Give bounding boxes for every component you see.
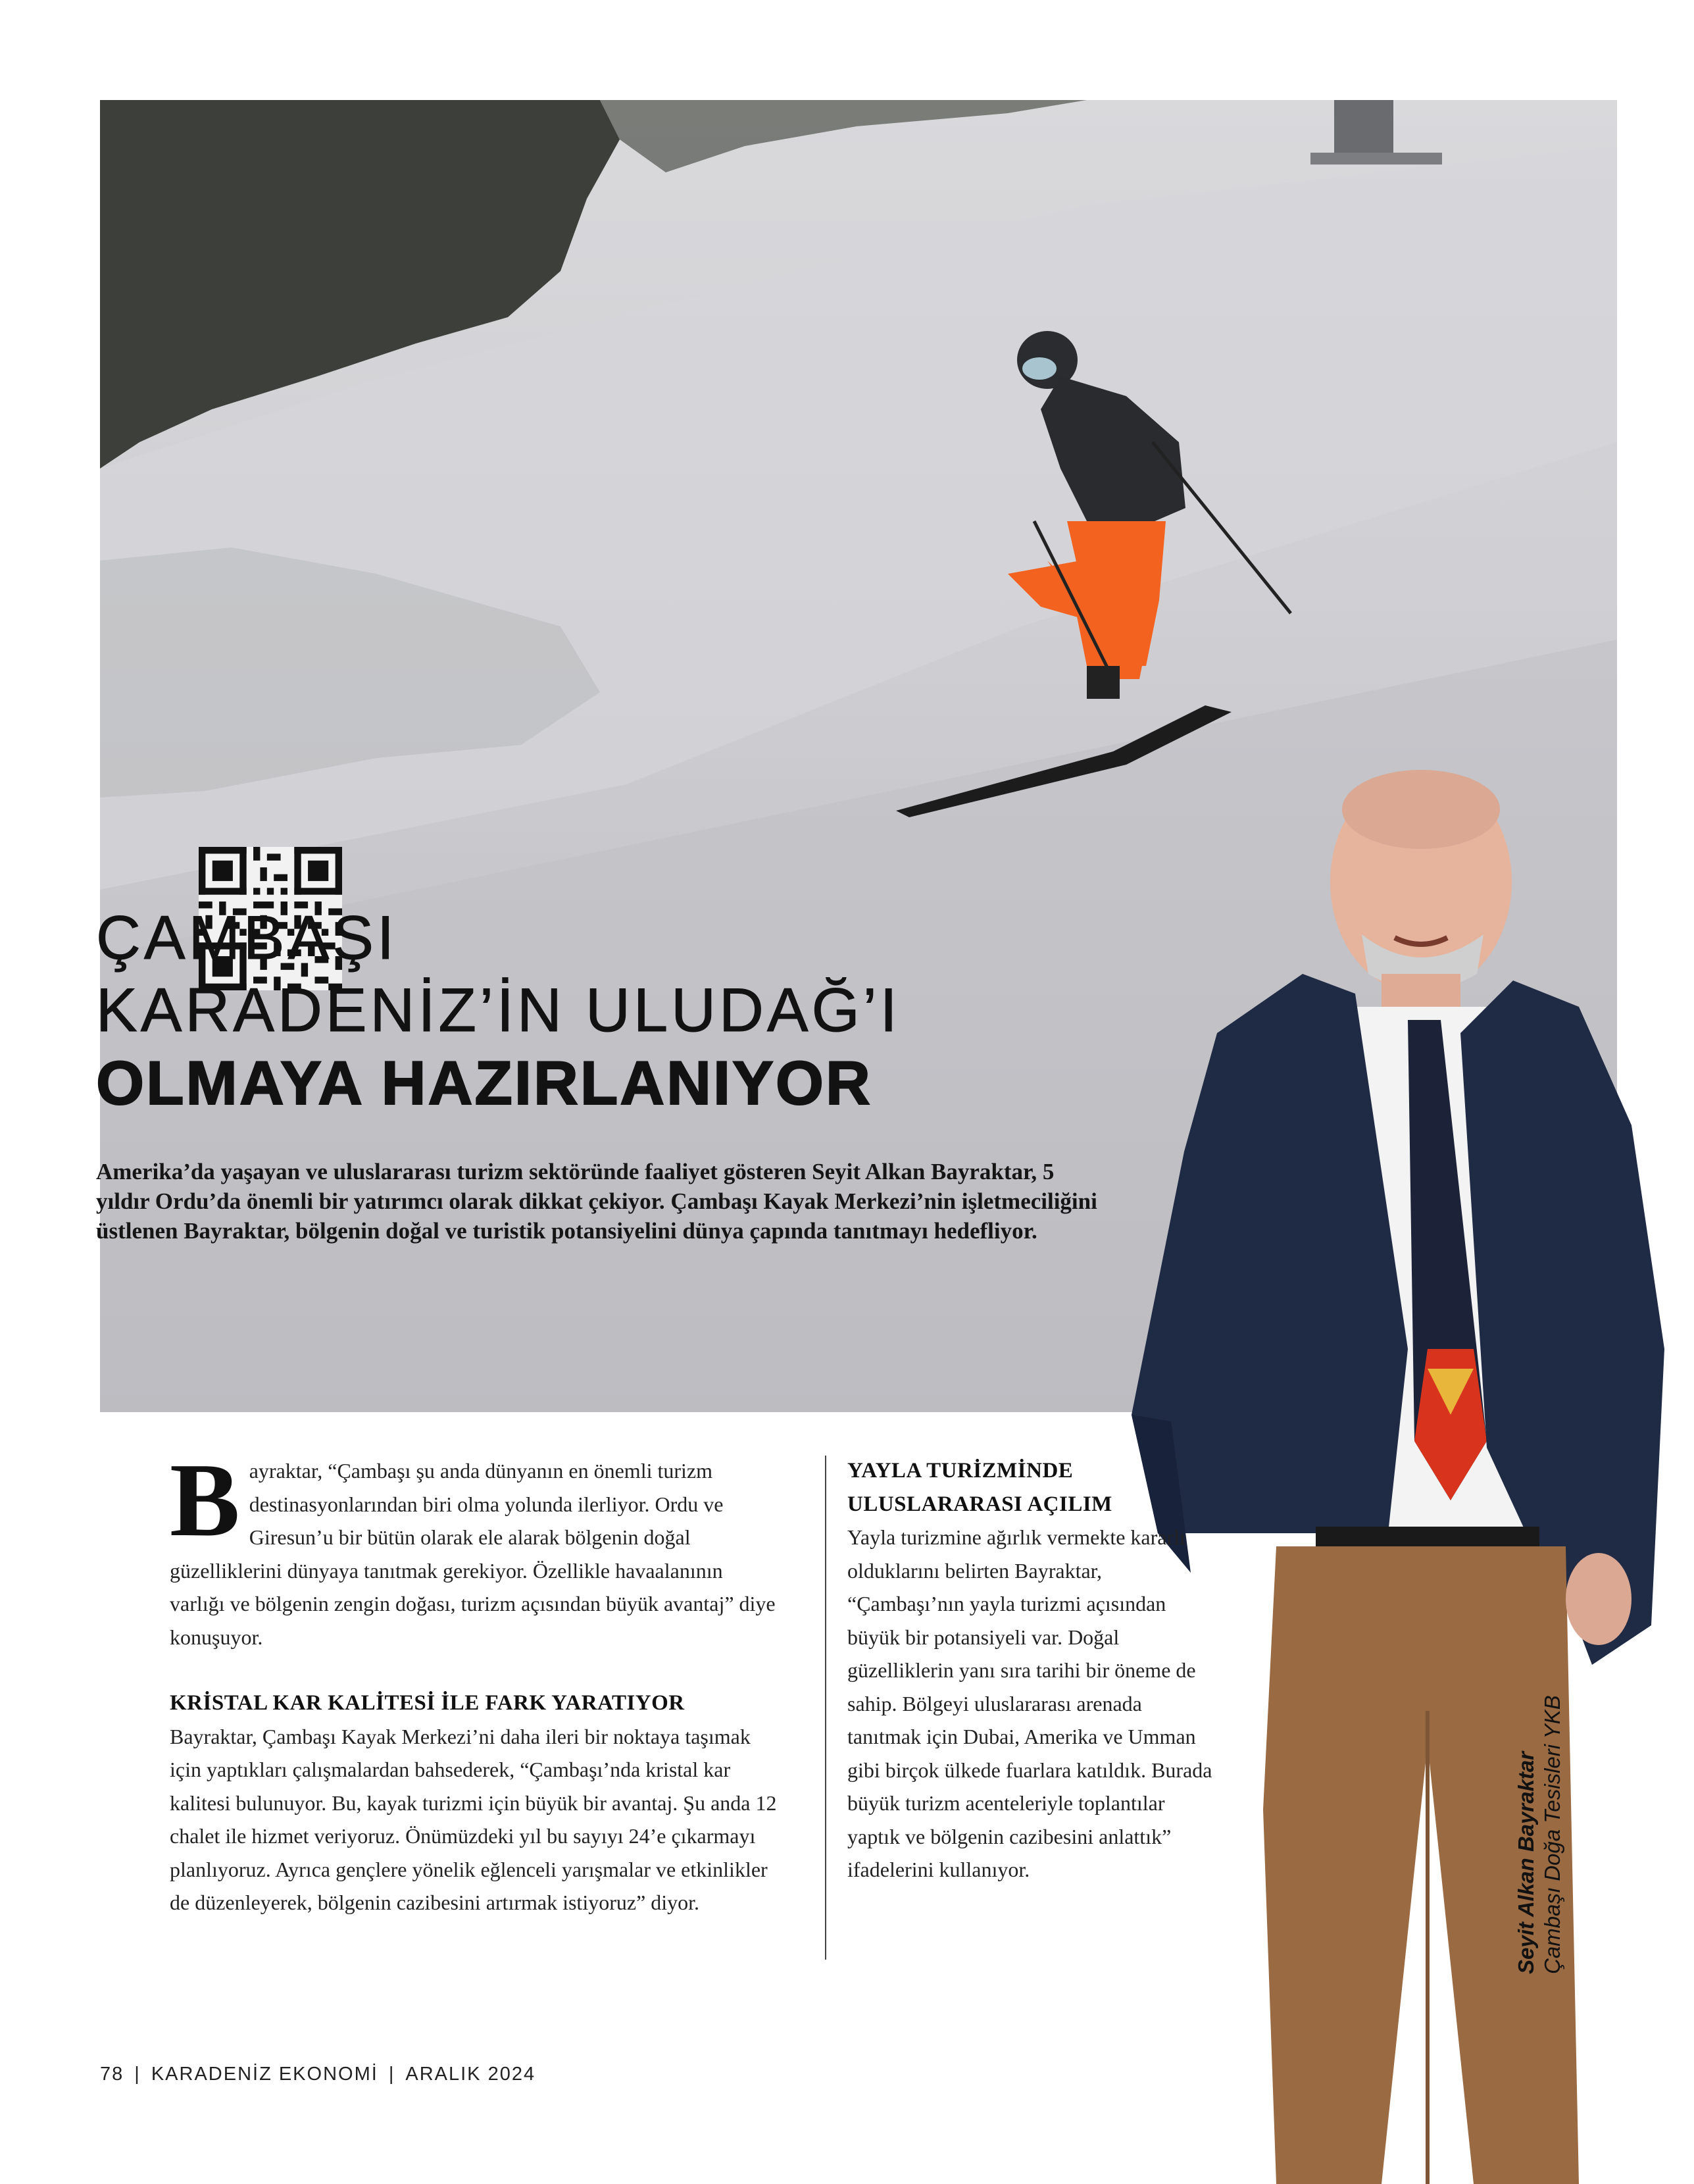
article-column-1 [170, 1441, 778, 1919]
headline-line-1: ÇAMBAŞI [96, 903, 398, 972]
headline-line-3: OLMAYA HAZIRLANIYOR [96, 1048, 872, 1117]
paragraph-2: Bayraktar, Çambaşı Kayak Merkezi’ni daha ileri bir noktaya taşımak için yaptıkları çalışmalardan bahsederek, “Çambaşı’nda kristal kar kalitesi bulunuyor. Bu, kayak turizmi için büyük bir avantaj. Şu anda 12 chalet ile hizmet veriyoruz. Önümüzdeki yıl bu sayıyı 24’e çıkarmayı planlıyoruz. Ayrıca gençlere yönelik eğlenceli yarışmalar ve etkinlikler de düzenleyerek, bölgenin cazibesini artırmak istiyoruz” diyor. [170, 1724, 777, 1914]
caption-name: Seyit Alkan Bayraktar [1514, 1751, 1538, 1974]
subhead-crystal-snow: KRİSTAL KAR KALİTESİ İLE FARK YARATIYOR [170, 1691, 685, 1715]
page-number: 78 [100, 2064, 124, 2085]
lead-paragraph: Amerika’da yaşayan ve uluslararası turizm sektöründe faaliyet gösteren Seyit Alkan Bayraktar, 5 yıldır Ordu’da önemli bir yatırımcı olarak dikkat çekiyor. Çambaşı Kayak Merkezi’nin işletmeciliğini üstlenen Bayraktar, bölgenin doğal ve turistik potansiyelini dünya çapında tanıtmayı hedefliyor. [96, 1159, 1097, 1244]
caption-title: Çambaşı Doğa Tesisleri YKB [1540, 1695, 1564, 1974]
column-divider [825, 1456, 826, 1960]
page-footer [100, 2064, 536, 2085]
photo-caption [1513, 1695, 1566, 1974]
footer-separator: | [134, 2064, 141, 2085]
magazine-name: KARADENİZ EKONOMİ [151, 2064, 378, 2085]
paragraph-3: Yayla turizmine ağırlık vermekte kararlı olduklarını belirten Bayraktar, “Çambaşı’nın yayla turizmi açısından büyük bir potansiyeli var. Doğal güzelliklerin yanı sıra tarihi bir öneme de sahip. Bölgeyi uluslararası arenada tanıtmak için Dubai, Amerika ve Umman gibi birçok ülkede fuarlara katıldık. Burada büyük turizm acenteleriyle toplantılar yaptık ve bölgenin cazibesini anlattık” ifadelerini kullanıyor. [847, 1525, 1212, 1881]
article-column-2 [847, 1454, 1216, 1887]
subhead-plateau-tourism: YAYLA TURİZMİNDE ULUSLARARASI AÇILIM [847, 1459, 1112, 1516]
dropcap: B [170, 1441, 240, 1558]
footer-separator: | [388, 2064, 395, 2085]
headline [96, 902, 901, 1120]
paragraph-1: ayraktar, “Çambaşı şu anda dünyanın en önemli turizm destinasyonlarından biri olma yolunda ilerliyor. Ordu ve Giresun’u bir bütün olarak ele alarak bölgenin doğal güzelliklerini dünyaya tanıtmak gerekiyor. Özellikle havaalanının varlığı ve bölgenin zengin doğası, turizm açısından büyük avantaj” diye konuşuyor. [170, 1459, 776, 1649]
issue-date: ARALIK 2024 [405, 2064, 536, 2085]
headline-line-2: KARADENİZ’İN ULUDAĞ’I [96, 975, 901, 1044]
